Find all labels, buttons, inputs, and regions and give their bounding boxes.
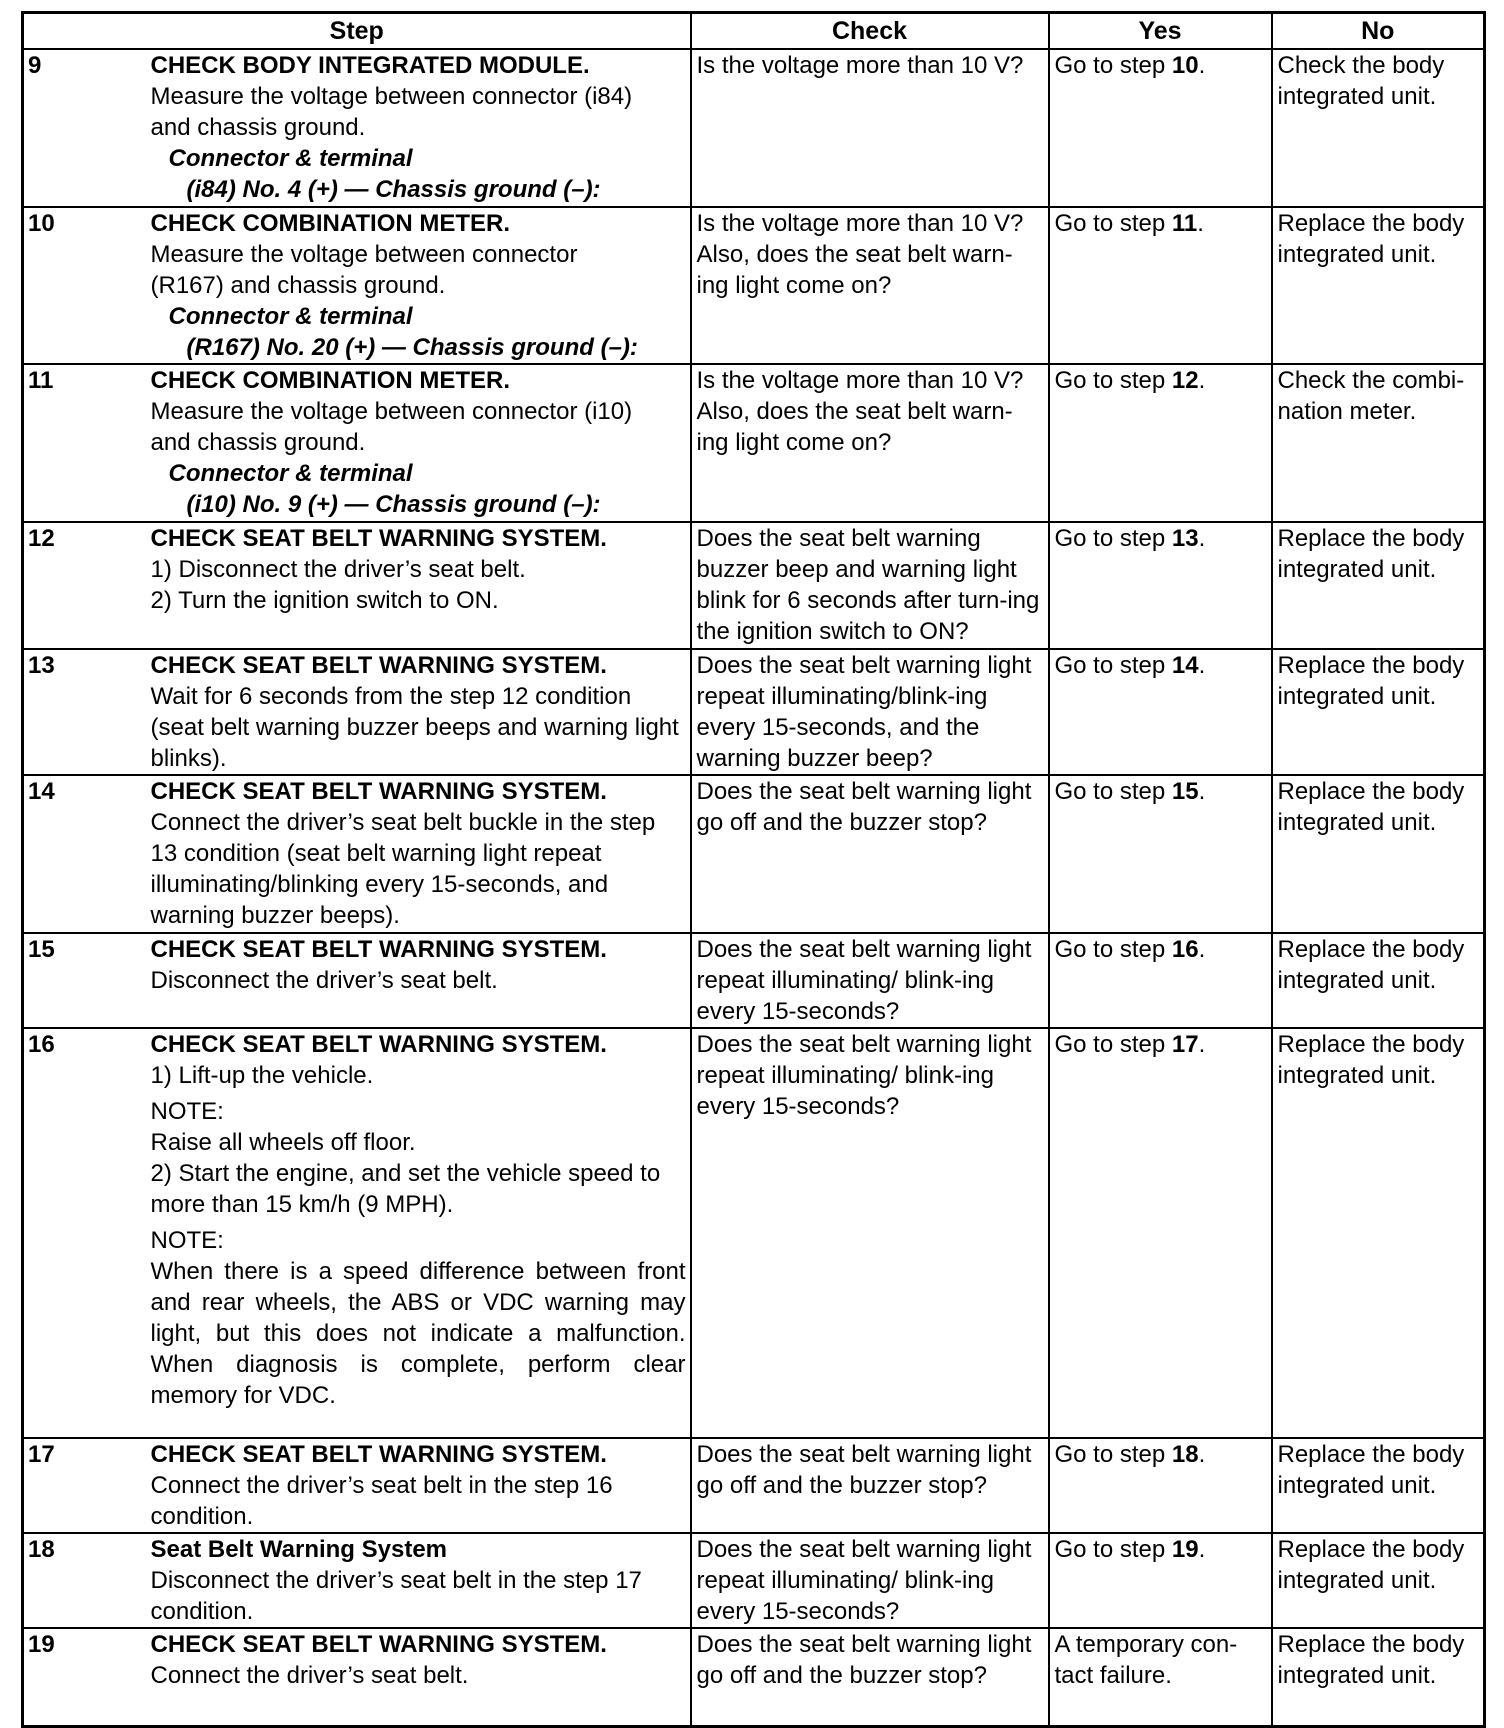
header-no: No <box>1272 13 1485 50</box>
no-cell: Replace the body integrated unit. <box>1272 775 1485 933</box>
yes-step-number: 13 <box>1171 524 1199 552</box>
yes-cell <box>1049 1028 1272 1437</box>
connector-terminal-label: Connector & terminal <box>168 145 413 172</box>
step-text: Measure the voltage between connector (i10) <box>150 398 633 426</box>
no-cell: Replace the body integrated unit. <box>1272 207 1485 365</box>
table-row <box>23 522 1485 649</box>
check-cell: Is the voltage more than 10 V? <box>691 49 1049 207</box>
yes-text: Go to step <box>1054 524 1172 552</box>
step-title: CHECK SEAT BELT WARNING SYSTEM. <box>150 651 607 679</box>
step-text: Connect the driver’s seat belt buckle in the step 13 condition (seat belt warning light repeat illuminating/blinking every 15-seconds, and warning buzzer beeps). <box>150 809 656 930</box>
yes-cell: A temporary con-tact failure. <box>1049 1628 1272 1726</box>
yes-text: Go to step <box>1054 1031 1172 1059</box>
yes-text: Go to step <box>1054 935 1172 963</box>
no-cell: Check the combi-nation meter. <box>1272 364 1485 522</box>
step-text: Disconnect the driver’s seat belt. <box>150 966 498 994</box>
note-label: NOTE: <box>150 1227 224 1255</box>
check-cell: Is the voltage more than 10 V? Also, does the seat belt warn-ing light come on? <box>691 364 1049 522</box>
no-cell: Replace the body integrated unit. <box>1272 1028 1485 1437</box>
header-yes: Yes <box>1049 13 1272 50</box>
yes-text-end: . <box>1198 524 1206 552</box>
step-cell <box>151 522 691 649</box>
yes-step-number: 11 <box>1171 209 1198 237</box>
yes-text: Go to step <box>1054 1440 1172 1468</box>
step-cell <box>151 49 691 207</box>
step-text: Measure the voltage between connector <box>150 240 578 268</box>
step-cell <box>151 1533 691 1628</box>
note-label: NOTE: <box>150 1098 224 1126</box>
step-text: 2) Start the engine, and set the vehicle speed to more than 15 km/h (9 MPH). <box>150 1160 661 1219</box>
step-title: CHECK SEAT BELT WARNING SYSTEM. <box>150 935 607 963</box>
yes-cell <box>1049 364 1272 522</box>
yes-text-end: . <box>1198 367 1206 395</box>
step-number: 17 <box>23 1438 151 1533</box>
yes-step-number: 15 <box>1171 778 1199 806</box>
header-step: Step <box>23 13 691 50</box>
step-cell <box>151 775 691 933</box>
step-title: CHECK SEAT BELT WARNING SYSTEM. <box>150 1440 607 1468</box>
yes-step-number: 19 <box>1171 1535 1199 1563</box>
yes-cell <box>1049 207 1272 365</box>
yes-text-end: . <box>1197 209 1204 237</box>
connector-terminal-label: Connector & terminal <box>168 460 413 488</box>
step-number: 10 <box>23 207 151 365</box>
step-text: 1) Disconnect the driver’s seat belt. <box>150 555 526 583</box>
yes-text-end: . <box>1198 1535 1206 1563</box>
check-cell: Does the seat belt warning light repeat illuminating/ blink-ing every 15-seconds? <box>691 1533 1049 1628</box>
step-title: Seat Belt Warning System <box>150 1535 448 1563</box>
table-row <box>23 207 1485 365</box>
step-number: 13 <box>23 649 151 775</box>
yes-step-number: 12 <box>1171 367 1199 395</box>
step-number: 14 <box>23 775 151 933</box>
check-cell: Does the seat belt warning light go off and the buzzer stop? <box>691 775 1049 933</box>
yes-step-number: 14 <box>1171 651 1199 679</box>
step-text: Disconnect the driver’s seat belt in the step 17 condition. <box>150 1566 642 1625</box>
no-cell: Check the body integrated unit. <box>1272 49 1485 207</box>
yes-cell <box>1049 933 1272 1028</box>
yes-text-end: . <box>1198 651 1206 679</box>
yes-text: Go to step <box>1054 651 1172 679</box>
yes-text: Go to step <box>1054 1535 1172 1563</box>
step-title: CHECK SEAT BELT WARNING SYSTEM. <box>150 1631 607 1659</box>
yes-text: Go to step <box>1054 209 1172 237</box>
yes-text-end: . <box>1198 778 1206 806</box>
step-cell <box>151 1028 691 1437</box>
table-row <box>23 1028 1485 1437</box>
yes-cell <box>1049 522 1272 649</box>
connector-terminal-spec: (R167) No. 20 (+) — Chassis ground (–): <box>186 333 638 361</box>
yes-text-end: . <box>1198 1031 1206 1059</box>
yes-text-end: . <box>1198 52 1206 79</box>
yes-text: Go to step <box>1054 778 1172 806</box>
check-cell: Does the seat belt warning light repeat illuminating/blink-ing every 15-seconds, and the warning buzzer beep? <box>691 649 1049 775</box>
step-title: CHECK BODY INTEGRATED MODULE. <box>150 52 590 79</box>
no-cell: Replace the body integrated unit. <box>1272 1533 1485 1628</box>
no-cell: Replace the body integrated unit. <box>1272 522 1485 649</box>
step-title: CHECK SEAT BELT WARNING SYSTEM. <box>150 524 607 552</box>
table-row <box>23 49 1485 207</box>
table-row <box>23 649 1485 775</box>
yes-step-number: 16 <box>1171 935 1199 963</box>
step-cell <box>151 364 691 522</box>
step-cell <box>151 207 691 365</box>
yes-cell <box>1049 649 1272 775</box>
yes-cell <box>1049 1533 1272 1628</box>
note-text: Raise all wheels off floor. <box>150 1129 416 1157</box>
step-title: CHECK COMBINATION METER. <box>150 209 511 237</box>
step-title: CHECK SEAT BELT WARNING SYSTEM. <box>150 1031 607 1059</box>
step-number: 15 <box>23 933 151 1028</box>
yes-text-end: . <box>1198 935 1206 963</box>
no-cell: Replace the body integrated unit. <box>1272 1628 1485 1726</box>
step-number: 16 <box>23 1028 151 1437</box>
yes-text: Go to step <box>1054 52 1172 79</box>
connector-terminal-spec: (i10) No. 9 (+) — Chassis ground (–): <box>186 491 601 519</box>
yes-cell <box>1049 49 1272 207</box>
header-row <box>23 13 1485 50</box>
step-cell <box>151 1438 691 1533</box>
step-cell <box>151 933 691 1028</box>
step-number: 11 <box>23 364 151 522</box>
step-number: 9 <box>23 49 151 207</box>
step-title: CHECK COMBINATION METER. <box>150 367 511 395</box>
table-row <box>23 933 1485 1028</box>
step-text: Connect the driver’s seat belt. <box>150 1662 469 1690</box>
check-cell: Does the seat belt warning light go off and the buzzer stop? <box>691 1628 1049 1726</box>
yes-cell <box>1049 1438 1272 1533</box>
table-row <box>23 1533 1485 1628</box>
no-cell: Replace the body integrated unit. <box>1272 1438 1485 1533</box>
check-cell: Does the seat belt warning light go off and the buzzer stop? <box>691 1438 1049 1533</box>
table-row <box>23 775 1485 933</box>
yes-step-number: 18 <box>1171 1440 1199 1468</box>
yes-text: Go to step <box>1054 367 1172 395</box>
step-cell <box>151 649 691 775</box>
step-number: 18 <box>23 1533 151 1628</box>
step-text: and chassis ground. <box>150 114 366 141</box>
note-text: When there is a speed difference between front and rear wheels, the ABS or VDC warning may light, but this does not indicate a malfunction. When diagnosis is complete, perform clear memory for VDC. <box>150 1258 686 1410</box>
step-text: 2) Turn the ignition switch to ON. <box>150 586 499 614</box>
step-text: Measure the voltage between connector (i84) <box>150 83 633 110</box>
check-cell: Does the seat belt warning light repeat illuminating/ blink-ing every 15-seconds? <box>691 933 1049 1028</box>
step-number: 12 <box>23 522 151 649</box>
table-row <box>23 364 1485 522</box>
check-cell: Is the voltage more than 10 V? Also, does the seat belt warn-ing light come on? <box>691 207 1049 365</box>
diagnosis-table <box>21 11 1486 1728</box>
header-check: Check <box>691 13 1049 50</box>
no-cell: Replace the body integrated unit. <box>1272 649 1485 775</box>
yes-step-number: 17 <box>1171 1031 1199 1059</box>
step-cell <box>151 1628 691 1726</box>
step-text: 1) Lift-up the vehicle. <box>150 1062 374 1090</box>
step-title: CHECK SEAT BELT WARNING SYSTEM. <box>150 778 607 806</box>
check-cell: Does the seat belt warning buzzer beep and warning light blink for 6 seconds after turn-ing the ignition switch to ON? <box>691 522 1049 649</box>
step-text: (R167) and chassis ground. <box>150 271 446 299</box>
connector-terminal-label: Connector & terminal <box>168 302 413 330</box>
yes-step-number: 10 <box>1171 52 1199 79</box>
step-text: Connect the driver’s seat belt in the step 16 condition. <box>150 1471 613 1530</box>
check-cell: Does the seat belt warning light repeat illuminating/ blink-ing every 15-seconds? <box>691 1028 1049 1437</box>
yes-cell <box>1049 775 1272 933</box>
step-text: and chassis ground. <box>150 429 366 457</box>
table-row <box>23 1628 1485 1726</box>
step-number: 19 <box>23 1628 151 1726</box>
table-row <box>23 1438 1485 1533</box>
yes-text-end: . <box>1198 1440 1206 1468</box>
no-cell: Replace the body integrated unit. <box>1272 933 1485 1028</box>
step-text: Wait for 6 seconds from the step 12 condition (seat belt warning buzzer beeps and warning light blinks). <box>150 682 679 772</box>
connector-terminal-spec: (i84) No. 4 (+) — Chassis ground (–): <box>186 176 601 203</box>
